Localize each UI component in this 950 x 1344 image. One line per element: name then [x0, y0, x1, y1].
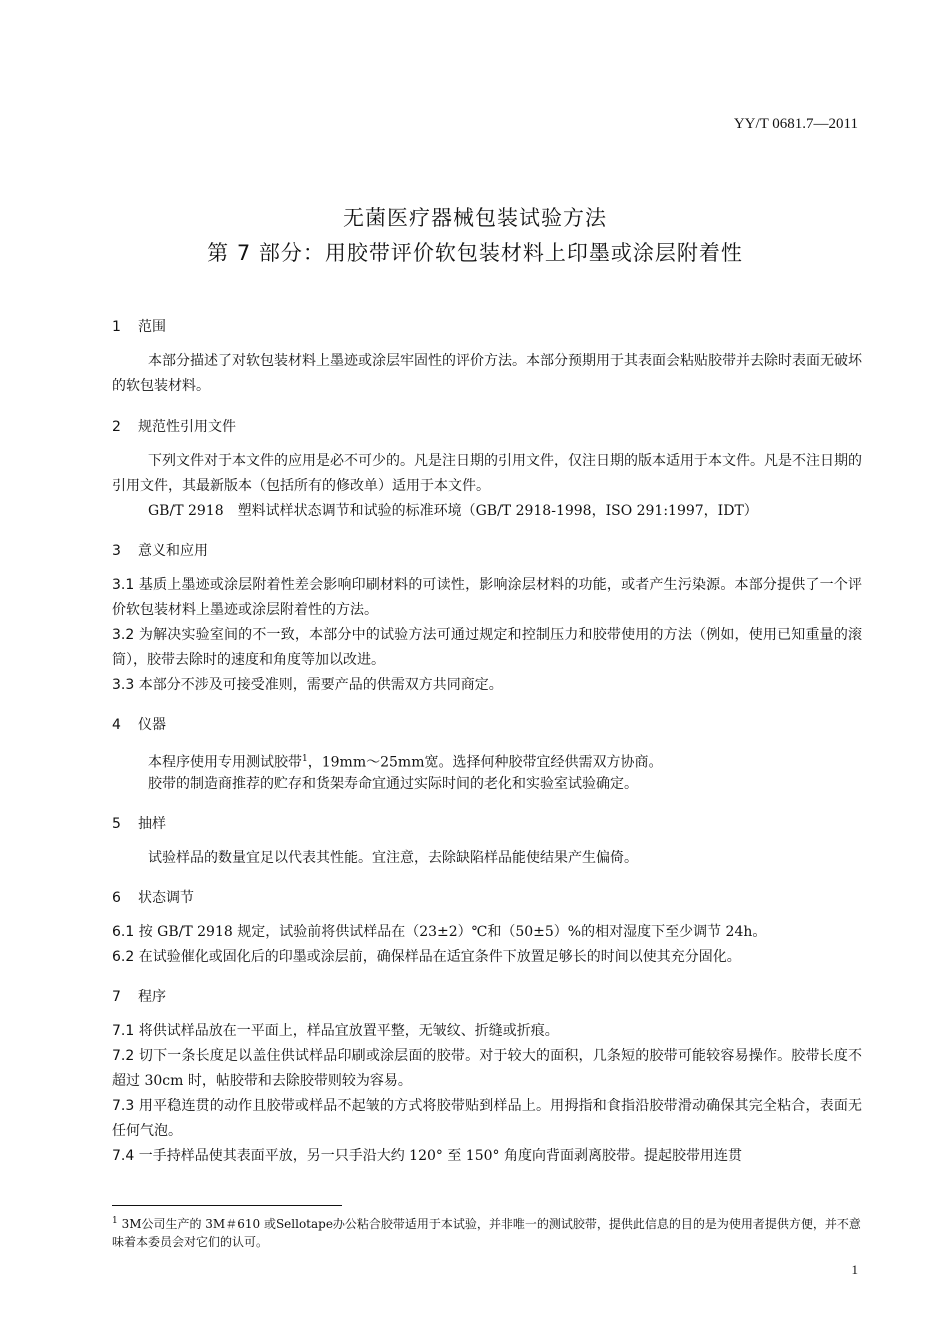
- clause-3-2: [112, 623, 862, 673]
- clause-text: 切下一条长度足以盖住供试样品印刷或涂层面的胶带。对于较大的面积，几条短的胶带可能较容易操作。胶带长度不超过 30cm 时，帖胶带和去除胶带则较为容易。: [112, 1048, 863, 1089]
- section-number: 7: [112, 989, 121, 1005]
- section-number: 1: [112, 319, 121, 335]
- section-title: 范围: [138, 319, 166, 335]
- clause-7-2: [112, 1044, 862, 1094]
- section-heading-2: [112, 416, 236, 436]
- clause-text: 为解决实验室间的不一致，本部分中的试验方法可通过规定和控制压力和胶带使用的方法（例如，使用已知重量的滚筒），胶带去除时的速度和角度等加以改进。: [112, 627, 863, 668]
- section-title: 仪器: [138, 717, 166, 733]
- document-title-line1: 无菌医疗器械包装试验方法: [343, 206, 607, 230]
- section-heading-5: [112, 813, 166, 833]
- clause-number: 3.2: [112, 627, 135, 643]
- clause-number: 7.3: [112, 1098, 135, 1114]
- text-part: 本程序使用专用测试胶带: [148, 754, 302, 771]
- document-title-line2: 第 7 部分：用胶带评价软包装材料上印墨或涂层附着性: [207, 241, 743, 265]
- section-4-paragraph-2: 胶带的制造商推荐的贮存和货架寿命宜通过实际时间的老化和实验室试验确定。: [148, 776, 638, 792]
- section-5-paragraph: 试验样品的数量宜足以代表其性能。宜注意，去除缺陷样品能使结果产生偏倚。: [148, 850, 638, 866]
- clause-number: 7.1: [112, 1023, 135, 1039]
- normative-reference: GB/T 2918 塑料试样状态调节和试验的标准环境（GB/T 2918-1998，ISO 291:1997，IDT）: [148, 503, 758, 519]
- clause-text: 本部分不涉及可接受准则，需要产品的供需双方共同商定。: [138, 677, 503, 693]
- clause-6-1: [112, 920, 862, 945]
- clause-7-4: [112, 1144, 862, 1169]
- footnote-mark: 1: [112, 1216, 118, 1226]
- clause-number: 7.2: [112, 1048, 135, 1064]
- section-number: 3: [112, 543, 121, 559]
- section-heading-1: [112, 316, 166, 336]
- page-number: 1: [851, 1262, 858, 1277]
- section-1-paragraph: 本部分描述了对软包装材料上墨迹或涂层牢固性的评价方法。本部分预期用于其表面会粘贴胶带并去除时表面无破坏的软包装材料。: [112, 353, 862, 394]
- clause-3-1: [112, 573, 862, 623]
- clause-6-2: [112, 945, 862, 970]
- clause-3-3: [112, 673, 862, 698]
- clause-7-3: [112, 1094, 862, 1144]
- clause-number: 7.4: [112, 1148, 135, 1164]
- clause-number: 3.3: [112, 677, 135, 693]
- section-title: 规范性引用文件: [138, 419, 236, 435]
- section-2-paragraph: 下列文件对于本文件的应用是必不可少的。凡是注日期的引用文件，仅注日期的版本适用于本文件。凡是不注日期的引用文件，其最新版本（包括所有的修改单）适用于本文件。: [112, 453, 862, 494]
- section-heading-3: [112, 540, 208, 560]
- text-part: ，19mm～25mm宽。选择何种胶带宜经供需双方协商。: [307, 754, 663, 771]
- standard-code: YY/T 0681.7—2011: [733, 116, 858, 132]
- section-title: 抽样: [138, 816, 166, 832]
- clause-number: 6.2: [112, 949, 135, 965]
- section-number: 2: [112, 419, 121, 435]
- footnote-divider: [112, 1205, 342, 1206]
- clause-text: 用平稳连贯的动作且胶带或样品不起皱的方式将胶带贴到样品上。用拇指和食指沿胶带滑动确保其完全粘合，表面无任何气泡。: [112, 1098, 863, 1139]
- clause-number: 3.1: [112, 577, 135, 593]
- clause-number: 6.1: [112, 924, 135, 940]
- section-heading-6: [112, 887, 194, 907]
- section-heading-7: [112, 986, 166, 1006]
- section-number: 4: [112, 717, 121, 733]
- section-number: 6: [112, 890, 121, 906]
- section-number: 5: [112, 816, 121, 832]
- footnote: [112, 1212, 862, 1251]
- section-heading-4: [112, 714, 166, 734]
- section-title: 意义和应用: [138, 543, 208, 559]
- clause-text: 按 GB/T 2918 规定，试验前将供试样品在（23±2）℃和（50±5）%的相对湿度下至少调节 24h。: [138, 924, 767, 940]
- clause-7-1: [112, 1019, 862, 1044]
- clause-text: 在试验催化或固化后的印墨或涂层前，确保样品在适宜条件下放置足够长的时间以使其充分固化。: [138, 949, 741, 965]
- clause-text: 将供试样品放在一平面上，样品宜放置平整，无皱纹、折缝或折痕。: [138, 1023, 559, 1039]
- section-title: 状态调节: [138, 890, 194, 906]
- section-title: 程序: [138, 989, 166, 1005]
- footnote-reference: 1: [302, 754, 308, 764]
- footnote-text: 3M公司生产的 3M＃610 或Sellotape办公粘合胶带适用于本试验，并非唯一的测试胶带，提供此信息的目的是为使用者提供方便，并不意味着本委员会对它们的认可。: [112, 1217, 861, 1249]
- clause-text: 一手持样品使其表面平放，另一只手沿大约 120° 至 150° 角度向背面剥离胶带。提起胶带用连贯: [138, 1148, 742, 1164]
- clause-text: 基质上墨迹或涂层附着性差会影响印刷材料的可读性，影响涂层材料的功能，或者产生污染源。本部分提供了一个评价软包装材料上墨迹或涂层附着性的方法。: [112, 577, 863, 618]
